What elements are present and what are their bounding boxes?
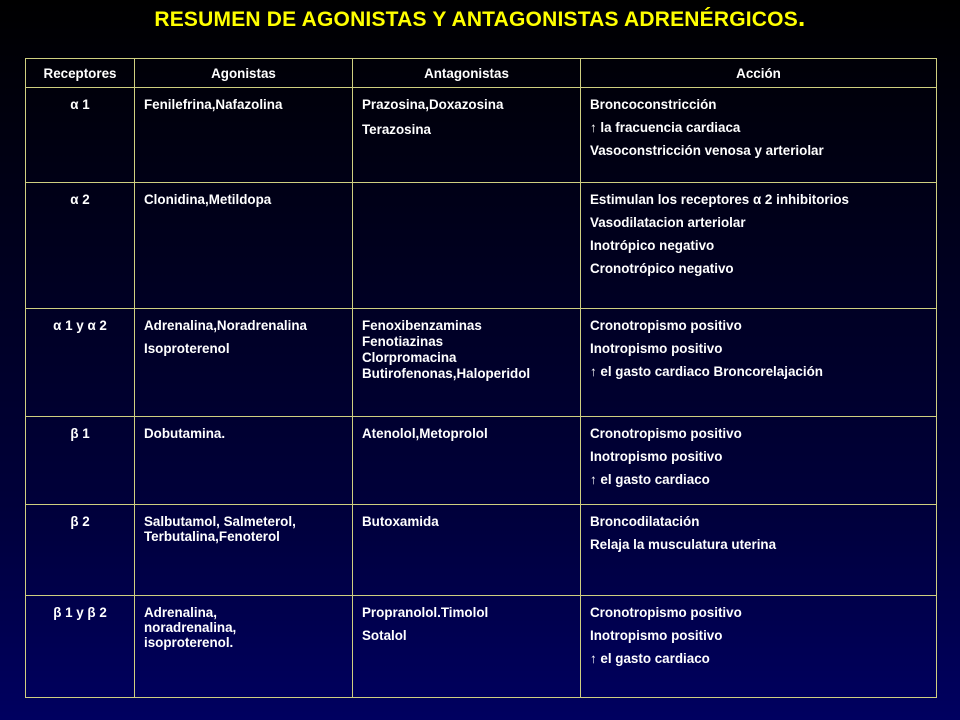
antagonist-item: Butirofenonas,Haloperidol	[362, 366, 531, 381]
receptor-label: β 1	[70, 426, 90, 441]
antagonistas-cell	[353, 596, 581, 698]
antagonist-item: Butoxamida	[362, 514, 439, 529]
action-item: Relaja la musculatura uterina	[590, 537, 777, 552]
action-item: ↑ la fracuencia cardiaca	[590, 120, 741, 135]
receptor-cell	[26, 596, 135, 698]
receptor-cell	[26, 88, 135, 183]
agonist-item: Isoproterenol	[144, 341, 230, 356]
agonist-item: Clonidina,Metildopa	[144, 192, 272, 207]
action-item: Inotropismo positivo	[590, 449, 723, 464]
header-accion: Acción	[581, 59, 937, 88]
header-agonistas: Agonistas	[135, 59, 353, 88]
table-row	[26, 183, 937, 309]
action-item: Cronotropismo positivo	[590, 426, 742, 441]
action-item: Cronotropismo positivo	[590, 318, 742, 333]
agonistas-cell	[135, 417, 353, 505]
antagonistas-cell	[353, 183, 581, 309]
accion-cell	[581, 88, 937, 183]
accion-cell	[581, 309, 937, 417]
antagonist-item: Fenotiazinas	[362, 334, 444, 349]
action-item: Broncodilatación	[590, 514, 700, 529]
antagonist-item: Terazosina	[362, 122, 431, 137]
action-item: Vasodilatacion arteriolar	[590, 215, 746, 230]
antagonist-item: Fenoxibenzaminas	[362, 318, 482, 333]
table-row	[26, 88, 937, 183]
table-row	[26, 505, 937, 596]
agonist-item: Dobutamina.	[144, 426, 226, 441]
accion-cell	[581, 417, 937, 505]
action-item: Estimulan los receptores α 2 inhibitorios	[590, 192, 849, 207]
antagonistas-cell	[353, 88, 581, 183]
action-item: ↑ el gasto cardiaco	[590, 651, 710, 666]
agonistas-cell	[135, 88, 353, 183]
antagonist-item: Clorpromacina	[362, 350, 457, 365]
agonistas-cell	[135, 309, 353, 417]
header-antagonistas: Antagonistas	[353, 59, 581, 88]
receptor-label: α 1	[70, 97, 90, 112]
agonist-item: Adrenalina,Noradrenalina	[144, 318, 307, 333]
page-title-text: RESUMEN DE AGONISTAS Y ANTAGONISTAS ADRENÉRGICOS	[154, 8, 798, 31]
table-header-row	[26, 59, 937, 88]
agonist-item: Salbutamol, Salmeterol, Terbutalina,Fenoterol	[144, 514, 296, 544]
antagonistas-cell	[353, 309, 581, 417]
action-item: Broncoconstricción	[590, 97, 717, 112]
action-item: Cronotrópico negativo	[590, 261, 734, 276]
adrenergic-summary-table	[25, 58, 937, 698]
receptor-label: β 2	[70, 514, 90, 529]
agonistas-cell	[135, 596, 353, 698]
action-item: ↑ el gasto cardiaco Broncorelajación	[590, 364, 823, 379]
table-row	[26, 309, 937, 417]
receptor-cell	[26, 417, 135, 505]
action-item: Inotrópico negativo	[590, 238, 715, 253]
accion-cell	[581, 596, 937, 698]
page-title-period: .	[797, 2, 806, 32]
action-item: Vasoconstricción venosa y arteriolar	[590, 143, 824, 158]
action-item: Inotropismo positivo	[590, 628, 723, 643]
antagonist-item: Atenolol,Metoprolol	[362, 426, 488, 441]
receptor-label: α 2	[70, 192, 90, 207]
agonistas-cell	[135, 183, 353, 309]
agonist-item: Fenilefrina,Nafazolina	[144, 97, 283, 112]
agonist-item: Adrenalina, noradrenalina, isoproterenol.	[144, 605, 237, 650]
antagonistas-cell	[353, 505, 581, 596]
antagonist-item: Sotalol	[362, 628, 407, 643]
receptor-cell	[26, 309, 135, 417]
receptor-cell	[26, 183, 135, 309]
table-row	[26, 417, 937, 505]
header-receptores: Receptores	[26, 59, 135, 88]
table-row	[26, 596, 937, 698]
antagonistas-cell	[353, 417, 581, 505]
action-item: Inotropismo positivo	[590, 341, 723, 356]
action-item: Cronotropismo positivo	[590, 605, 742, 620]
antagonist-item: Prazosina,Doxazosina	[362, 97, 504, 112]
action-item: ↑ el gasto cardiaco	[590, 472, 710, 487]
accion-cell	[581, 505, 937, 596]
receptor-label: α 1 y α 2	[53, 318, 107, 333]
receptor-cell	[26, 505, 135, 596]
page-title	[0, 2, 960, 32]
accion-cell	[581, 183, 937, 309]
antagonist-item: Propranolol.Timolol	[362, 605, 489, 620]
agonistas-cell	[135, 505, 353, 596]
receptor-label: β 1 y β 2	[53, 605, 107, 620]
